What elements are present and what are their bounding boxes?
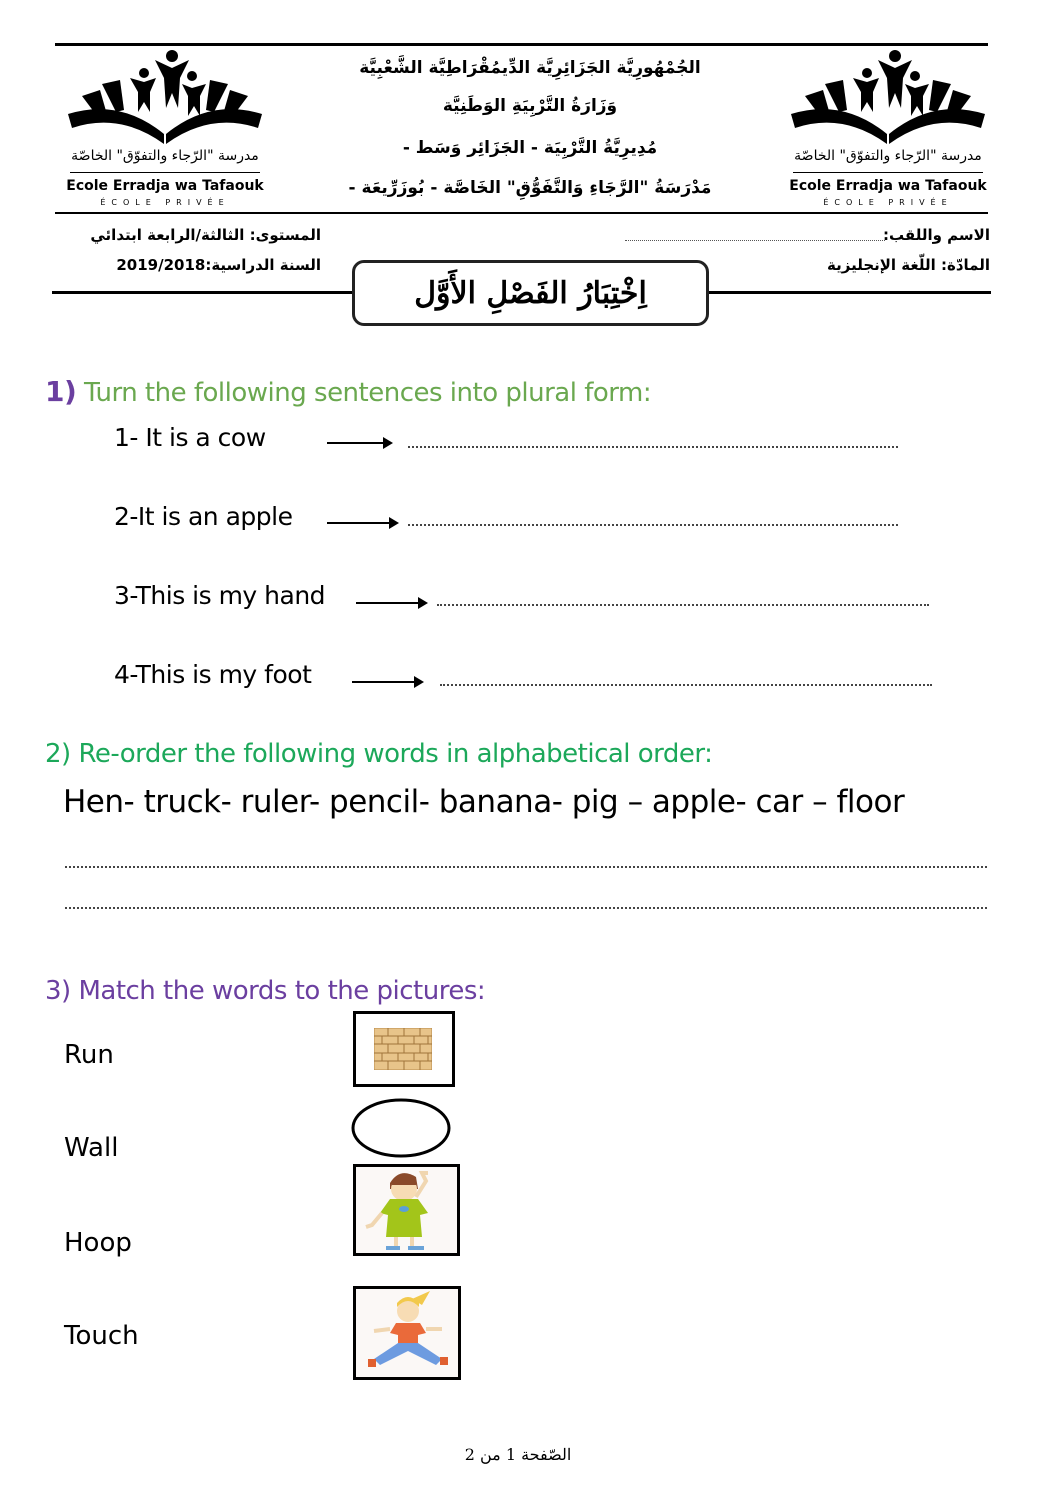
q3-word-hoop: Hoop (64, 1228, 132, 1258)
school-subtitle: ÉCOLE PRIVÉE (823, 198, 953, 207)
question-1-instruction: Turn the following sentences into plural form: (84, 378, 652, 408)
school-year-label: السنة الدراسية:2019/2018 (116, 256, 321, 274)
school-logo-right (783, 48, 993, 213)
q2-answer-line-1[interactable] (65, 866, 987, 868)
ministry-line-school: مَدْرَسَةُ "الرَّجَاءِ وَالتَّفَوُّقِ" الخَاصَّة - بُوزَرِّيعَة - (348, 178, 712, 198)
q2-answer-line-2[interactable] (65, 907, 987, 909)
ministry-line-republic: الجُمْهُورِيَّة الجَزَائِرِيَّة الدِّيمُقْرَاطِيَّة الشَّعْبِيَّة (359, 58, 701, 78)
question-3-number: 3) (45, 976, 71, 1006)
q1-answer-field-3[interactable] (437, 604, 929, 606)
arrow-icon (356, 602, 426, 604)
student-name-label (883, 226, 990, 244)
q2-word-list: Hen- truck- ruler- pencil- banana- pig – apple- car – floor (63, 784, 905, 820)
question-2-number: 2) (45, 739, 71, 769)
logo-divider (793, 172, 983, 173)
header-top-rule (55, 43, 988, 46)
q1-answer-field-2[interactable] (408, 524, 898, 526)
ministry-line-directorate: مُدِيرِيَّةُ التَّرْبِيَة - الجَزَائِر وَسَط - (402, 138, 658, 158)
q1-sentence-4: 4-This is my foot (114, 660, 312, 689)
arrow-icon (327, 522, 397, 524)
q1-answer-field-1[interactable] (408, 446, 898, 448)
picture-girl-touching-head[interactable] (353, 1164, 460, 1256)
exam-title: اِخْتِبَارُ الفَصْلِ الأَوَّل (414, 275, 647, 311)
school-subtitle: ÉCOLE PRIVÉE (100, 198, 230, 207)
school-arabic-name: مدرسة "الرّجاء والتفوّق" الخاصّة (794, 148, 982, 164)
girl-touching-head-icon (356, 1167, 457, 1253)
header-rule-lower-left (52, 291, 354, 294)
child-jumping-icon (356, 1289, 458, 1377)
q1-sentence-1: 1- It is a cow (114, 423, 266, 452)
page-number: الصّفحة 1 من 2 (464, 1445, 572, 1464)
logo-divider (70, 172, 260, 173)
school-logo-left (60, 48, 270, 213)
school-arabic-name: مدرسة "الرّجاء والتفوّق" الخاصّة (71, 148, 259, 164)
question-1-number: 1) (45, 375, 77, 408)
subject-label: المادّة: اللّغة الإنجليزية (827, 256, 990, 274)
arrow-icon (327, 442, 391, 444)
exam-title-box (352, 260, 709, 326)
header-rule-upper (55, 212, 988, 214)
hoop-icon (353, 1100, 449, 1156)
picture-hoop-oval[interactable] (349, 1097, 453, 1159)
school-emblem-icon (60, 48, 270, 148)
student-name-field[interactable] (625, 240, 885, 241)
question-1-heading (45, 375, 651, 408)
school-english-name: Ecole Erradja wa Tafaouk (66, 178, 264, 194)
q3-word-touch: Touch (64, 1321, 139, 1351)
picture-child-jumping[interactable] (353, 1286, 461, 1380)
picture-brick-wall[interactable] (353, 1011, 455, 1087)
school-english-name: Ecole Erradja wa Tafaouk (789, 178, 987, 194)
level-label: المستوى: الثالثة/الرابعة ابتدائي (90, 226, 321, 244)
question-2-heading (45, 739, 712, 769)
question-3-heading (45, 976, 485, 1006)
brick-wall-icon (374, 1028, 432, 1070)
question-2-instruction: Re-order the following words in alphabetical order: (78, 739, 713, 769)
question-3-instruction: Match the words to the pictures: (78, 976, 486, 1006)
q1-answer-field-4[interactable] (440, 684, 932, 686)
school-emblem-icon (783, 48, 993, 148)
header-rule-lower-right (708, 291, 991, 294)
q1-sentence-3: 3-This is my hand (114, 581, 326, 610)
q3-word-wall: Wall (64, 1133, 119, 1163)
q1-sentence-2: 2-It is an apple (114, 502, 293, 531)
ministry-line-ministry: وَزَارَةُ التَّرْبِيَةِ الوَطَنِيَّة (442, 96, 618, 116)
arrow-icon (352, 681, 422, 683)
q3-word-run: Run (64, 1040, 114, 1070)
name-label: الاسم واللقب: (883, 226, 990, 244)
